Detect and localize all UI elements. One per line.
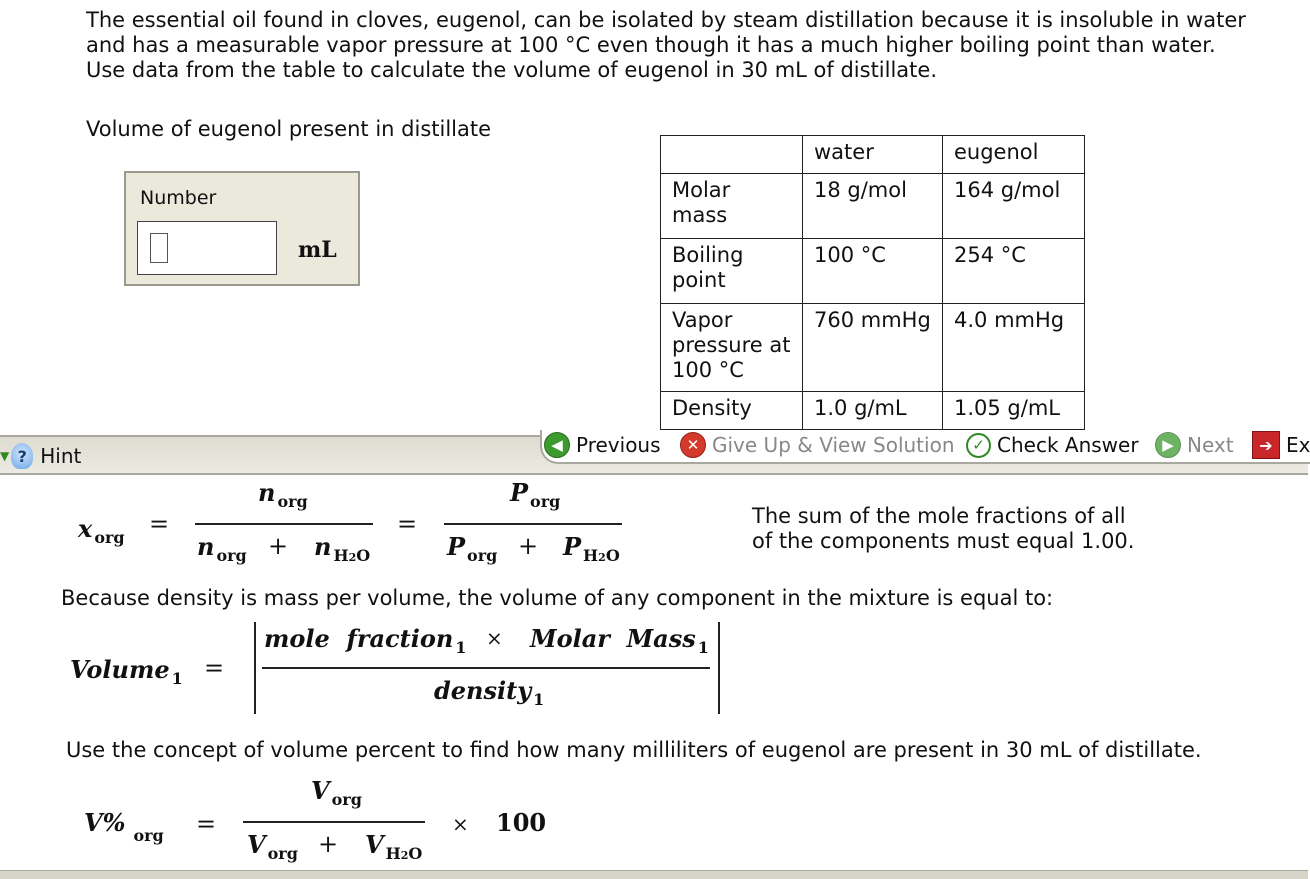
number-input[interactable] [137,221,277,275]
previous-label: Previous [576,433,661,457]
answer-prompt: Volume of eugenol present in distillate [86,117,492,141]
lightbulb-icon: ? [11,443,33,469]
volume-percent-explanation: Use the concept of volume percent to find how many milliliters of eugenol are present in 30 mL of distillate. [66,738,1202,762]
check-answer-label: Check Answer [997,433,1139,457]
cancel-icon: ✕ [680,432,706,458]
sum-note [752,504,1134,554]
exit-icon: ➔ [1252,431,1280,459]
volume-equation: Volume $_1$ = mole fraction $_1$ × Molar Mass $_1$ density $_1$ [0,620,1308,720]
row-label: Molar mass [661,174,803,239]
action-toolbar [0,430,1308,476]
water-cell: 100 °C [803,239,943,304]
exit-label: Ex [1286,433,1310,457]
hint-toggle[interactable] [0,442,81,470]
previous-button[interactable] [544,430,661,460]
water-cell: 760 mmHg [803,304,943,392]
table-row [661,174,1085,239]
give-up-label: Give Up & View Solution [712,433,955,457]
water-cell: 18 g/mol [803,174,943,239]
table-header-cell: eugenol [943,136,1085,174]
row-label: Vapor pressure at 100 °C [661,304,803,392]
next-button[interactable] [1155,430,1234,460]
expand-arrow-icon: ▼ [0,449,10,463]
eugenol-cell: 1.05 g/mL [943,392,1085,430]
volume-percent-equation: V% $_{org}$ = V $_{org}$ V $_{org}$ + V $_{H2O}$ × 100 [84,776,547,863]
hint-label: Hint [40,444,82,468]
unit-label: mL [298,237,337,263]
bottom-rule [0,870,1308,879]
arrow-right-icon: ▶ [1155,432,1181,458]
check-icon: ✓ [966,433,991,458]
table-header-cell [661,136,803,174]
sum-note-line: The sum of the mole fractions of all [752,504,1126,528]
give-up-button[interactable] [680,430,955,460]
number-label: Number [140,187,217,209]
check-answer-button[interactable] [966,430,1139,460]
table-row [661,392,1085,430]
density-explanation: Because density is mass per volume, the volume of any component in the mixture is equal to: [61,586,1054,610]
text-caret [150,233,168,263]
data-table [660,135,1085,430]
eugenol-cell: 4.0 mmHg [943,304,1085,392]
question-text [86,8,1306,83]
row-label: Density [661,392,803,430]
table-row [661,304,1085,392]
answer-box [124,171,360,286]
mole-fraction-equation: x $_{org}$ = n $_{org}$ n $_{org}$ + n $_{H2O}$ = P $_{org}$ P $_{org}$ + P $_{H2O}$ The sum of the mole fractions of all of the components must equal 1.00. [78,478,1135,565]
question-line: and has a measurable vapor pressure at 100 °C even though it has a much higher boiling point than water. [86,33,1216,57]
row-label: Boiling point [661,239,803,304]
table-header-cell: water [803,136,943,174]
eugenol-cell: 254 °C [943,239,1085,304]
question-line: Use data from the table to calculate the volume of eugenol in 30 mL of distillate. [86,58,938,82]
question-line: The essential oil found in cloves, eugenol, can be isolated by steam distillation because it is insoluble in water [86,8,1246,32]
table-row [661,239,1085,304]
eugenol-cell: 164 g/mol [943,174,1085,239]
arrow-left-icon: ◀ [544,432,570,458]
sum-note-line: of the components must equal 1.00. [752,529,1135,553]
next-label: Next [1187,433,1234,457]
exit-button[interactable] [1252,430,1310,460]
water-cell: 1.0 g/mL [803,392,943,430]
table-header-row [661,136,1085,174]
